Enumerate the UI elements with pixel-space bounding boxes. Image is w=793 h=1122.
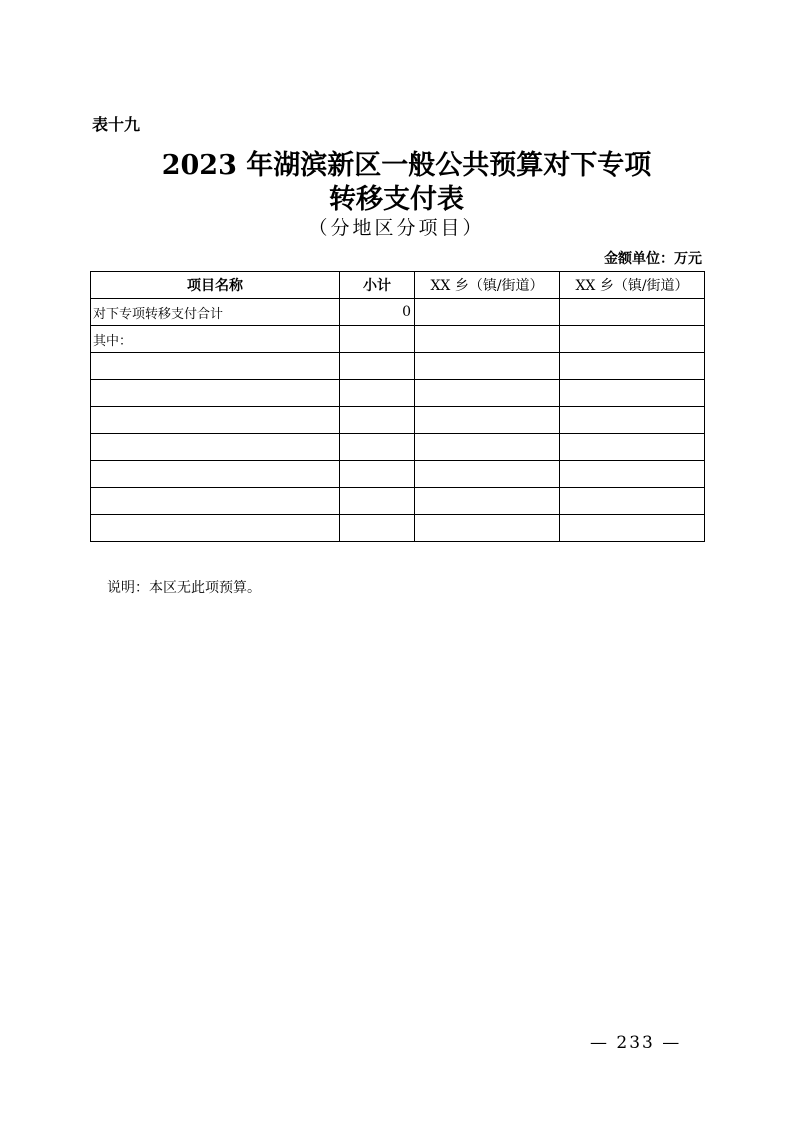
header-town-2: XX 乡（镇/街道） [560, 272, 705, 299]
cell-subtotal [340, 461, 415, 488]
document-title-line-1: 2023 年湖滨新区一般公共预算对下专项 [161, 150, 652, 181]
cell-town-2 [560, 326, 705, 353]
cell-town-1 [415, 488, 560, 515]
table-row [91, 461, 705, 488]
cell-project-name [91, 380, 340, 407]
page-number: — 233 — [590, 1033, 682, 1053]
cell-project-name: 其中： [91, 326, 340, 353]
document-title-line-2: 转移支付表 [329, 184, 464, 215]
table-row [91, 515, 705, 542]
cell-project-name [91, 461, 340, 488]
cell-subtotal [340, 407, 415, 434]
table-row [91, 488, 705, 515]
table-row [91, 407, 705, 434]
cell-town-1 [415, 299, 560, 326]
cell-town-2 [560, 380, 705, 407]
cell-town-1 [415, 353, 560, 380]
cell-town-2 [560, 407, 705, 434]
cell-town-1 [415, 461, 560, 488]
explanation-note: 说明：本区无此项预算。 [107, 580, 261, 596]
table-row [91, 299, 705, 326]
cell-town-2 [560, 461, 705, 488]
cell-town-1 [415, 407, 560, 434]
cell-subtotal [340, 326, 415, 353]
cell-town-2 [560, 353, 705, 380]
cell-town-1 [415, 326, 560, 353]
header-subtotal: 小计 [340, 272, 415, 299]
document-subtitle: （分地区分项目） [308, 217, 485, 239]
cell-town-2 [560, 299, 705, 326]
unit-label: 金额单位：万元 [604, 251, 702, 267]
cell-project-name [91, 488, 340, 515]
cell-subtotal [340, 434, 415, 461]
cell-town-2 [560, 515, 705, 542]
cell-subtotal [340, 380, 415, 407]
header-project-name: 项目名称 [91, 272, 340, 299]
cell-town-1 [415, 380, 560, 407]
cell-town-2 [560, 488, 705, 515]
transfer-payment-table [90, 271, 705, 542]
cell-town-1 [415, 515, 560, 542]
cell-subtotal [340, 488, 415, 515]
cell-project-name [91, 407, 340, 434]
header-town-1: XX 乡（镇/街道） [415, 272, 560, 299]
table-label: 表十九 [92, 115, 141, 134]
cell-subtotal [340, 353, 415, 380]
cell-town-2 [560, 434, 705, 461]
cell-subtotal: 0 [340, 299, 415, 326]
table-row [91, 434, 705, 461]
table-header-row [91, 272, 705, 299]
cell-town-1 [415, 434, 560, 461]
table-row [91, 380, 705, 407]
cell-project-name [91, 515, 340, 542]
cell-project-name [91, 353, 340, 380]
cell-project-name: 对下专项转移支付合计 [91, 299, 340, 326]
cell-subtotal [340, 515, 415, 542]
table-row [91, 326, 705, 353]
cell-project-name [91, 434, 340, 461]
table-row [91, 353, 705, 380]
